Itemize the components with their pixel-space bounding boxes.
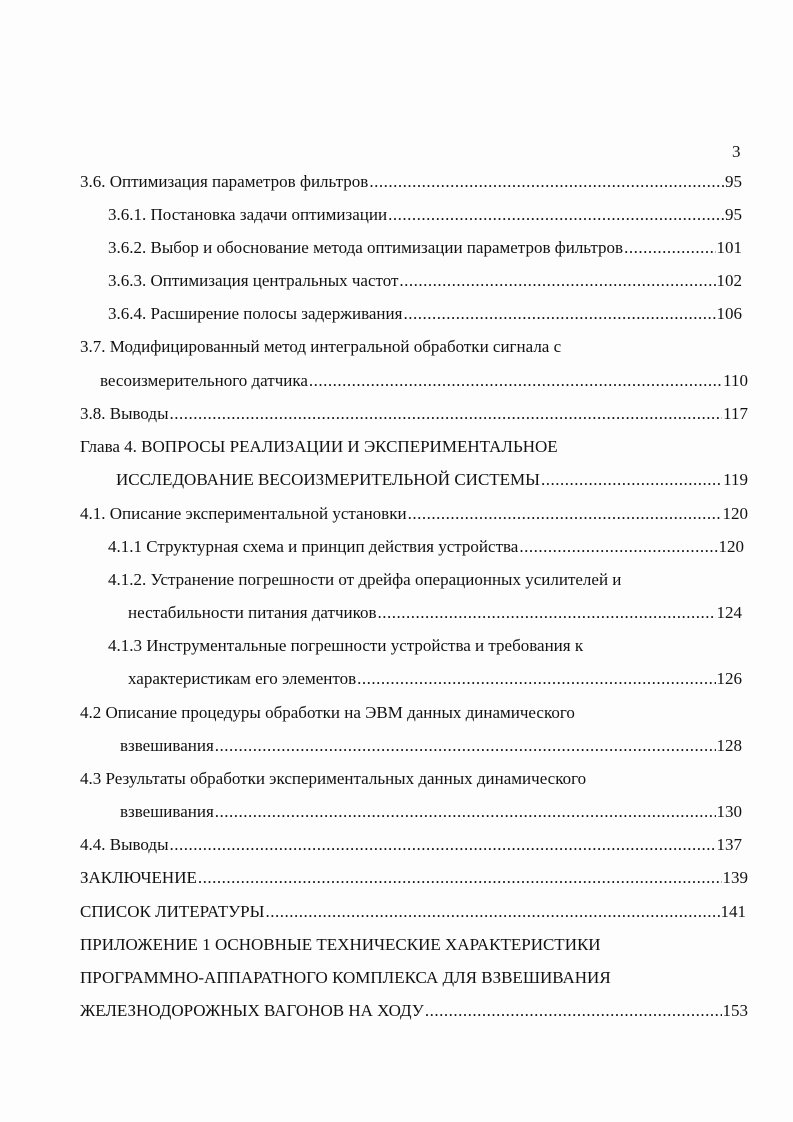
toc-dot-leader (388, 203, 724, 227)
toc-entry-page: 95 (725, 205, 742, 224)
toc-entry-page: 126 (716, 669, 742, 688)
toc-dot-leader (357, 667, 715, 691)
page-number: 3 (732, 142, 741, 161)
toc-entry (128, 601, 742, 625)
toc-dot-leader (309, 369, 722, 393)
toc-entry-title: характеристикам его элементов (128, 669, 357, 688)
appendix-heading-line-2: ПРОГРАММНО-АППАРАТНОГО КОМПЛЕКСА ДЛЯ ВЗВЕШИВАНИЯ (80, 968, 611, 987)
toc-entry (108, 302, 742, 326)
toc-entry-first-line: 4.2 Описание процедуры обработки на ЭВМ данных динамического (80, 703, 575, 722)
toc-entry-title: взвешивания (120, 736, 214, 755)
toc-entry (80, 170, 742, 194)
toc-entry-page: 102 (716, 271, 742, 290)
toc-entry (80, 866, 748, 890)
toc-entry-title: ЖЕЛЕЗНОДОРОЖНЫХ ВАГОНОВ НА ХОДУ (80, 1001, 424, 1020)
toc-dot-leader (378, 601, 716, 625)
toc-dot-leader (519, 535, 717, 559)
toc-entry (80, 502, 748, 526)
toc-entry-page: 120 (722, 504, 748, 523)
toc-entry (120, 734, 742, 758)
toc-entry-page: 101 (716, 238, 742, 257)
toc-entry (108, 236, 742, 260)
toc-dot-leader (265, 900, 719, 924)
toc-entry (108, 535, 744, 559)
appendix-heading-line-1: ПРИЛОЖЕНИЕ 1 ОСНОВНЫЕ ТЕХНИЧЕСКИЕ ХАРАКТЕРИСТИКИ (80, 935, 601, 954)
toc-entry (120, 800, 742, 824)
toc-dot-leader (624, 236, 715, 260)
toc-entry-first-line: 4.1.3 Инструментальные погрешности устройства и требования к (108, 636, 584, 655)
toc-entry-title: взвешивания (120, 802, 214, 821)
toc-entry-title: ИССЛЕДОВАНИЕ ВЕСОИЗМЕРИТЕЛЬНОЙ СИСТЕМЫ (116, 470, 540, 489)
toc-entry-first-line: 4.3 Результаты обработки экспериментальных данных динамического (80, 769, 587, 788)
toc-entry-first-line: 3.7. Модифицированный метод интегральной обработки сигнала с (80, 337, 562, 356)
toc-entry (80, 402, 748, 426)
toc-entry-title: 3.6.1. Постановка задачи оптимизации (108, 205, 388, 224)
toc-entry-page: 137 (716, 835, 742, 854)
toc-dot-leader (399, 269, 715, 293)
toc-entry-page: 120 (718, 537, 744, 556)
toc-entry-title: нестабильности питания датчиков (128, 603, 377, 622)
toc-entry (80, 900, 746, 924)
toc-entry-page: 106 (716, 304, 742, 323)
toc-entry-title: весоизмерительного датчика (100, 371, 308, 390)
toc-dot-leader (541, 468, 722, 492)
toc-entry-page: 110 (723, 371, 748, 390)
toc-entry-title: 4.4. Выводы (80, 835, 169, 854)
toc-entry-title: 3.6.3. Оптимизация центральных частот (108, 271, 399, 290)
toc-entry-title: 4.1.1 Структурная схема и принцип действия устройства (108, 537, 519, 556)
toc-entry-title: 3.6. Оптимизация параметров фильтров (80, 172, 369, 191)
toc-entry-page: 141 (720, 902, 746, 921)
toc-dot-leader (369, 170, 724, 194)
toc-entry (116, 468, 748, 492)
toc-dot-leader (170, 833, 716, 857)
toc-entry-page: 128 (716, 736, 742, 755)
toc-entry-page: 95 (725, 172, 742, 191)
toc-entry-first-line: 4.1.2. Устранение погрешности от дрейфа операционных усилителей и (108, 570, 622, 589)
toc-dot-leader (425, 999, 722, 1023)
toc-dot-leader (403, 302, 715, 326)
toc-entry-title: СПИСОК ЛИТЕРАТУРЫ (80, 902, 265, 921)
toc-entry-title: 3.6.2. Выбор и обоснование метода оптимизации параметров фильтров (108, 238, 624, 257)
toc-dot-leader (198, 866, 722, 890)
toc-entry-title: 4.1. Описание экспериментальной установки (80, 504, 407, 523)
toc-entry-page: 130 (716, 802, 742, 821)
toc-dot-leader (215, 800, 716, 824)
toc-dot-leader (408, 502, 722, 526)
toc-entry-title: ЗАКЛЮЧЕНИЕ (80, 868, 197, 887)
toc-entry (80, 833, 742, 857)
toc-entry (128, 667, 742, 691)
toc-entry-page: 119 (723, 470, 748, 489)
toc-entry-page: 117 (723, 404, 748, 423)
toc-entry-page: 124 (716, 603, 742, 622)
toc-dot-leader (215, 734, 716, 758)
toc-entry-title: 3.8. Выводы (80, 404, 169, 423)
toc-entry-title: 3.6.4. Расширение полосы задерживания (108, 304, 403, 323)
toc-entry (80, 999, 748, 1023)
toc-dot-leader (170, 402, 723, 426)
toc-entry (108, 269, 742, 293)
toc-entry-page: 153 (722, 1001, 748, 1020)
toc-entry (100, 369, 748, 393)
chapter-heading-first-line: Глава 4. ВОПРОСЫ РЕАЛИЗАЦИИ И ЭКСПЕРИМЕНТАЛЬНОЕ (80, 437, 558, 456)
toc-entry-page: 139 (722, 868, 748, 887)
toc-entry (108, 203, 742, 227)
